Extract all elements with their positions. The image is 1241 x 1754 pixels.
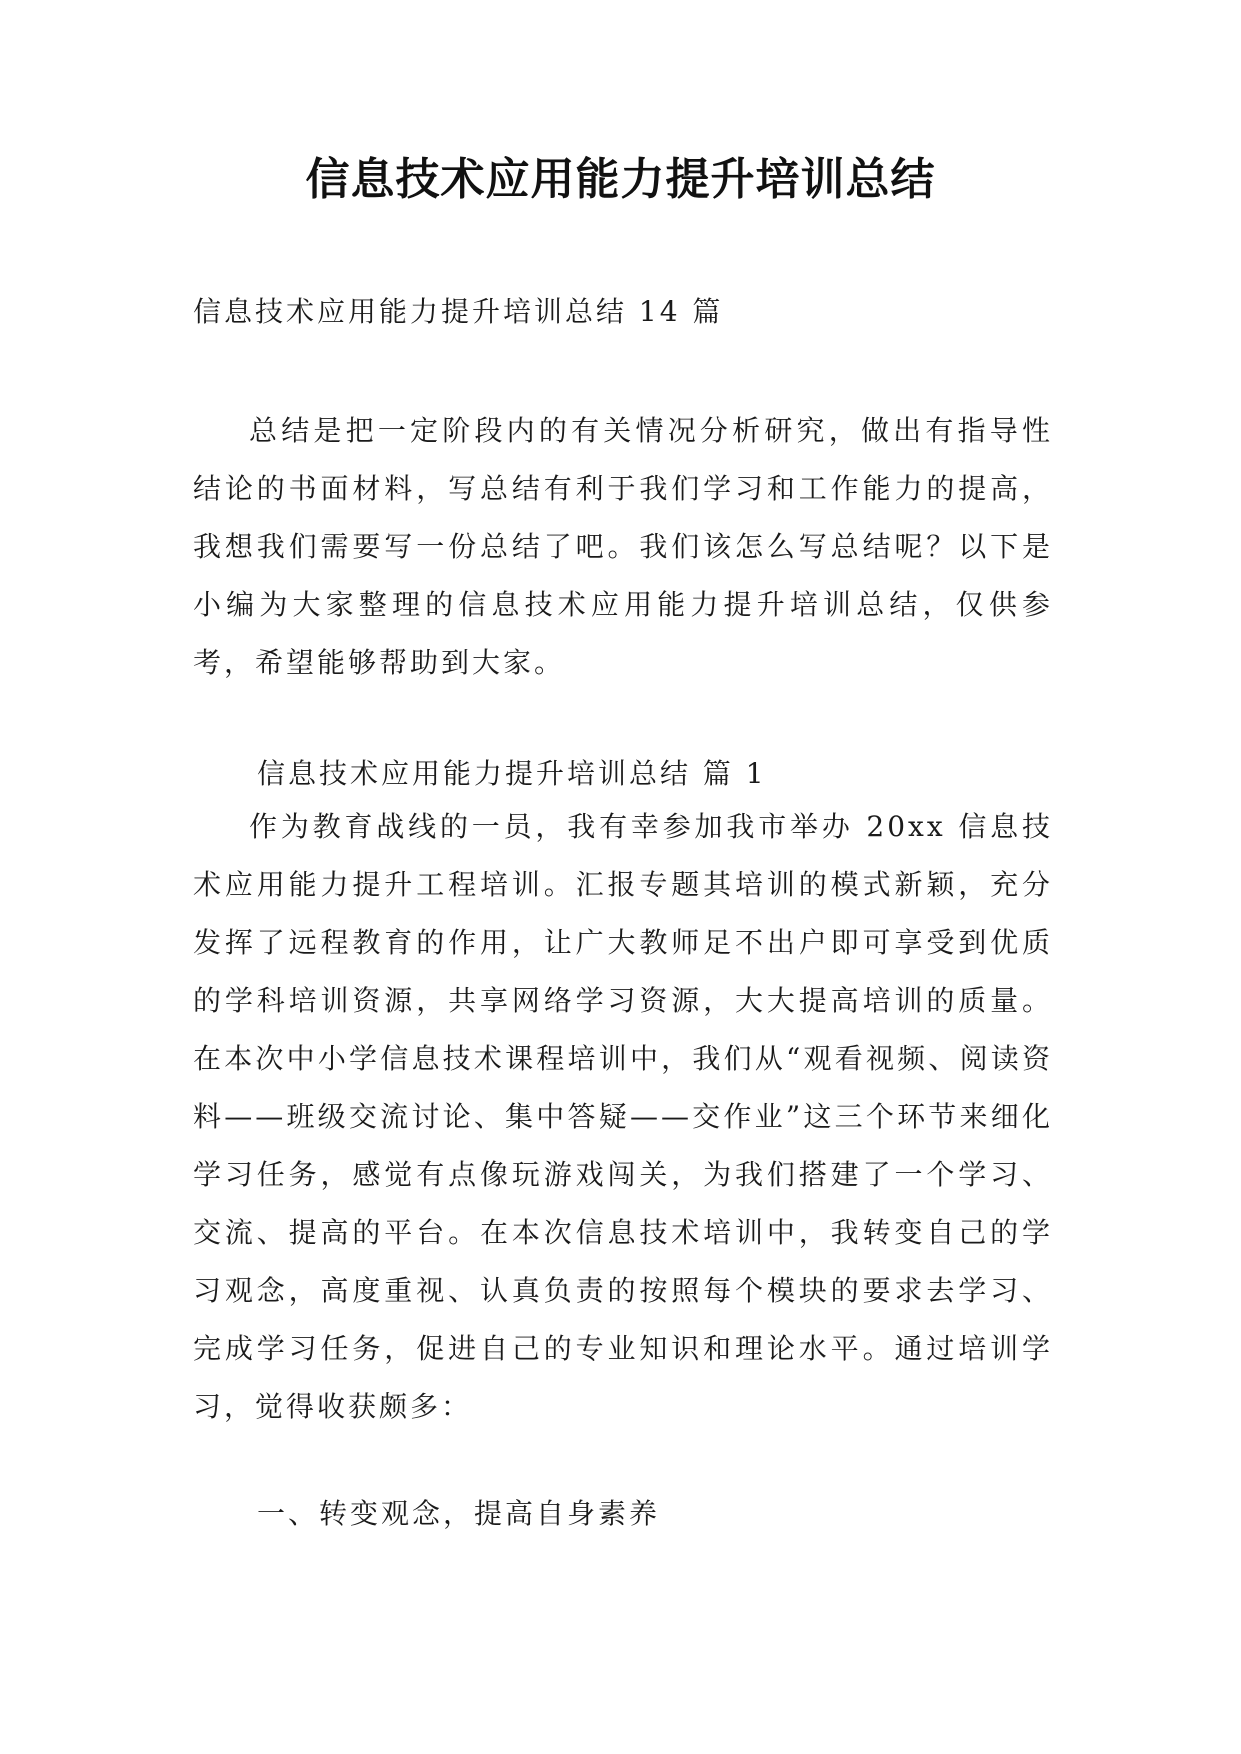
intro-paragraph-block (193, 402, 1053, 692)
document-title: 信息技术应用能力提升培训总结 (305, 154, 936, 205)
document-subtitle: 信息技术应用能力提升培训总结 14 篇 (193, 295, 724, 328)
point-heading: 一、转变观念，提高自身素养 (257, 1497, 661, 1530)
article-paragraph-block (193, 798, 1053, 1436)
intro-paragraph: 总结是把一定阶段内的有关情况分析研究，做出有指导性结论的书面材料，写总结有利于我们学习和工作能力的提高，我想我们需要写一份总结了吧。我们该怎么写总结呢？以下是小编为大家整理的信息技术应用能力提升培训总结，仅供参考，希望能够帮助到大家。 (193, 414, 1053, 679)
article-paragraph: 作为教育战线的一员，我有幸参加我市举办 20xx 信息技术应用能力提升工程培训。汇报专题其培训的模式新颖，充分发挥了远程教育的作用，让广大教师足不出户即可享受到优质的学科培训资源，共享网络学习资源，大大提高培训的质量。在本次中小学信息技术课程培训中，我们从“观看视频、阅读资料——班级交流讨论、集中答疑——交作业”这三个环节来细化学习任务，感觉有点像玩游戏闯关，为我们搭建了一个学习、交流、提高的平台。在本次信息技术培训中，我转变自己的学习观念，高度重视、认真负责的按照每个模块的要求去学习、完成学习任务，促进自己的专业知识和理论水平。通过培训学习，觉得收获颇多： (193, 810, 1053, 1423)
section-heading: 信息技术应用能力提升培训总结 篇 1 (257, 757, 767, 790)
